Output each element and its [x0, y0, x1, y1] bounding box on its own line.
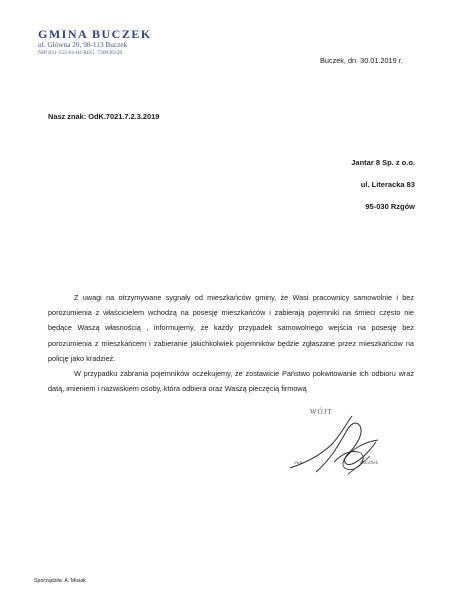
municipality-nip: NIP 831-155-61-04 REG. 730936320 [38, 50, 123, 56]
letter-body [48, 290, 414, 396]
recipient-line: 95-030 Rzgów [365, 202, 415, 211]
reference-number: Nasz znak: OdK.7021.7.2.3.2019 [48, 112, 160, 121]
body-paragraph: W przypadku zabrania pojemników oczekujemy, że zostawicie Państwo pokwitowanie ich odbioru wraz datą, imieniem i nazwiskiem osoby, która odbiera oraz Waszą pieczęcią firmową [48, 369, 414, 394]
signature-stamp-sub: mgr [294, 460, 303, 466]
municipality-address: ul. Główna 20, 98-113 Buczek [38, 40, 128, 49]
body-paragraph: Z uwagi na otrzymywane sygnały od mieszkańców gminy, że Wasi pracownicy samowolnie i bez porozumienia z właścicielem wchodzą na posesję mieszkańców i zabierają pojemniki na śmieci często nie będące Waszą własnością , informujemy, że każdy przypadek samowolnego wejścia na posesję bez porozumienia z mieszkańcem i zabieranie jakichkolwiek pojemników będzie zgłaszane przez mieszkańców na policję jako kradzież. [48, 293, 414, 363]
place-date: Buczek, dn. 30.01.2019 r. [320, 56, 403, 65]
recipient-line: Jantar 8 Sp. z o.o. [351, 158, 415, 167]
signature-stamp-name: Dzióbek [360, 460, 379, 466]
signature-stamp-title: WÓJT [310, 408, 333, 416]
recipient-address [351, 152, 415, 218]
municipality-name: GMINA BUCZEK [38, 27, 152, 41]
recipient-line: ul. Literacka 83 [360, 180, 415, 189]
prepared-by: Sporządziła: A. Misiak [34, 578, 86, 584]
municipality-stamp [38, 27, 152, 57]
handwritten-signature [286, 402, 406, 482]
signature-stamp [286, 402, 406, 482]
